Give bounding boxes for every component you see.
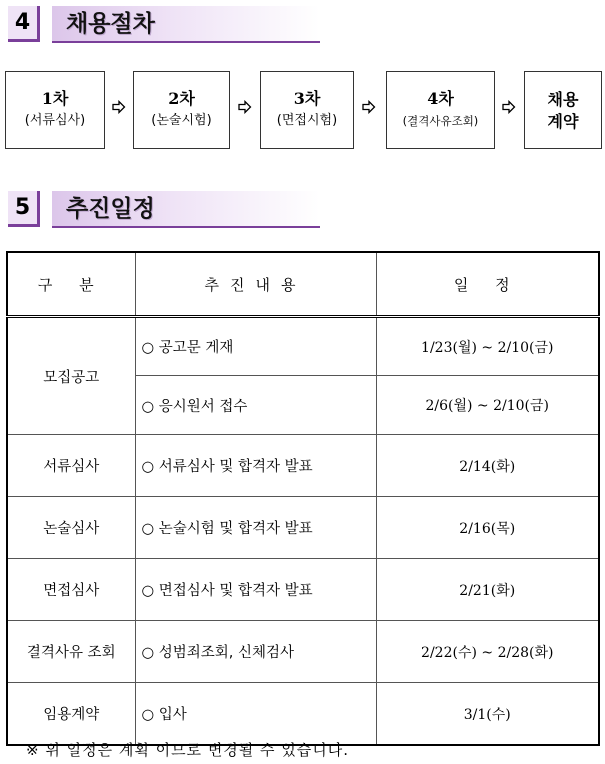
schedule-table (6, 251, 600, 746)
process-step-2 (133, 71, 230, 149)
arrow-right-icon (502, 100, 516, 114)
content-cell: ○ 입사 (135, 683, 376, 746)
step-description: (결격사유조회) (402, 114, 479, 128)
step-label: 1차 (41, 89, 69, 108)
content-cell: ○ 성범죄조회, 신체검사 (135, 621, 376, 683)
date-cell: 2/22(수) ~ 2/28(화) (376, 621, 599, 683)
process-step-5 (524, 71, 602, 149)
content-cell: ○ 면접심사 및 합격자 발표 (135, 559, 376, 621)
date-cell: 2/16(목) (376, 497, 599, 559)
arrow-right-icon (362, 100, 376, 114)
category-cell: 서류심사 (7, 435, 135, 497)
section-number: 4 (8, 6, 40, 42)
step-label-line2: 계약 (547, 112, 579, 131)
table-row (7, 435, 599, 497)
step-label: 4차 (427, 89, 454, 108)
date-cell: 2/6(월) ~ 2/10(금) (376, 376, 599, 435)
schedule-note: ※ 위 일정은 계획 이므로 변경될 수 있습니다. (26, 741, 350, 759)
section-title: 추진일정 (66, 196, 155, 222)
date-cell: 3/1(수) (376, 683, 599, 746)
category-cell: 면접심사 (7, 559, 135, 621)
date-cell: 2/21(화) (376, 559, 599, 621)
step-description: (서류심사) (24, 113, 86, 128)
step-description: (면접시험) (276, 113, 338, 128)
step-label-line1: 채용 (547, 90, 579, 109)
content-cell: ○ 논술시험 및 합격자 발표 (135, 497, 376, 559)
category-cell: 결격사유 조회 (7, 621, 135, 683)
section-title: 채용절차 (66, 11, 155, 37)
table-row (7, 559, 599, 621)
category-cell: 임용계약 (7, 683, 135, 746)
step-label: 3차 (293, 89, 321, 108)
section-header-procedure (8, 6, 320, 44)
category-cell: 모집공고 (7, 317, 135, 435)
arrow-right-icon (238, 100, 252, 114)
column-header-content: 추진내용 (135, 252, 376, 317)
date-cell: 2/14(화) (376, 435, 599, 497)
table-row (7, 621, 599, 683)
table-row (7, 683, 599, 746)
process-step-1 (5, 71, 105, 149)
table-header-row (7, 252, 599, 317)
content-cell: ○ 응시원서 접수 (135, 376, 376, 435)
category-cell: 논술심사 (7, 497, 135, 559)
section-number: 5 (8, 191, 40, 227)
date-cell: 1/23(월) ~ 2/10(금) (376, 317, 599, 376)
step-description: (논술시험) (151, 113, 212, 128)
table-row (7, 497, 599, 559)
content-cell: ○ 공고문 게재 (135, 317, 376, 376)
process-step-4 (386, 71, 495, 149)
column-header-date: 일 정 (376, 252, 599, 317)
arrow-right-icon (112, 100, 126, 114)
column-header-category: 구 분 (7, 252, 135, 317)
section-header-schedule (8, 191, 320, 229)
table-row (7, 317, 599, 376)
content-cell: ○ 서류심사 및 합격자 발표 (135, 435, 376, 497)
step-label: 2차 (168, 89, 195, 108)
step-label (525, 89, 601, 133)
process-step-3 (260, 71, 354, 149)
